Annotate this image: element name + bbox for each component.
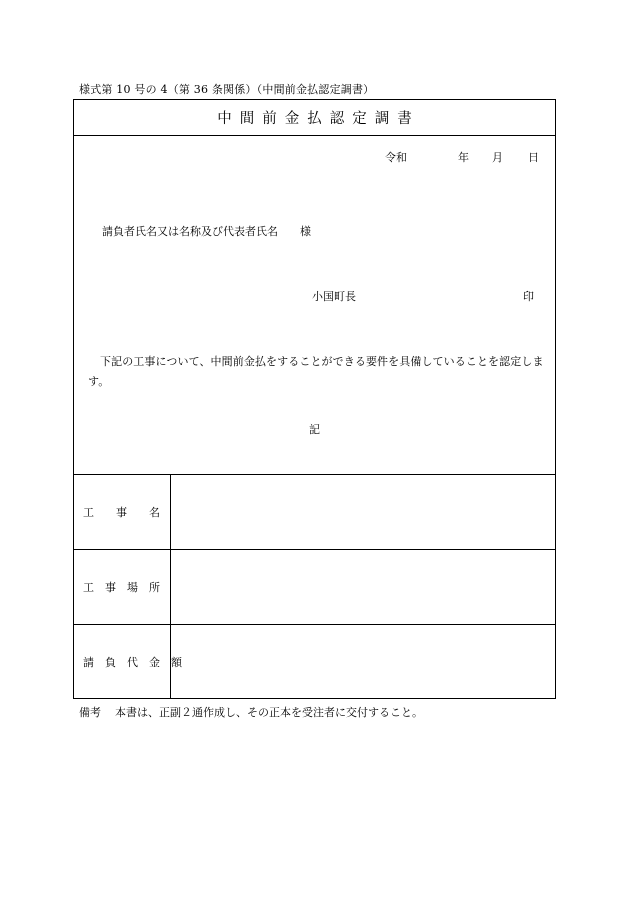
table-row-contract-amount [74, 624, 555, 699]
ki-marker: 記 [309, 423, 320, 436]
date-day: 日 [528, 151, 539, 164]
date-month: 月 [492, 151, 503, 164]
document-frame [73, 99, 556, 699]
contract-amount-field[interactable] [172, 625, 555, 699]
table-row-project-name [74, 474, 555, 549]
contractor-honorific: 様 [300, 225, 311, 238]
title-row [74, 100, 555, 136]
document-title: 中間前金払認定調書 [217, 111, 420, 127]
contractor-label: 請負者氏名又は名称及び代表者氏名 [102, 225, 278, 238]
issuer-name: 小国町長 [312, 290, 356, 303]
contractor-line [102, 223, 311, 239]
project-location-field[interactable] [172, 550, 555, 624]
row-label-contract-amount: 請 負 代 金 額 [74, 625, 171, 699]
date-line [385, 149, 539, 165]
row-label-project-location: 工 事 場 所 [74, 550, 171, 624]
remarks [79, 704, 423, 720]
row-label-project-name: 工 事 名 [74, 475, 171, 549]
date-era: 令和 [385, 151, 407, 164]
project-name-field[interactable] [172, 475, 555, 549]
seal-mark: 印 [523, 290, 534, 303]
remarks-text: 本書は、正副２通作成し、その正本を受注者に交付すること。 [115, 706, 423, 719]
certification-statement: 下記の工事について、中間前金払をすることができる要件を具備していることを認定します。 [88, 355, 544, 388]
form-number-label: 様式第 10 号の 4（第 36 条関係）（中間前金払認定調書） [79, 83, 375, 96]
date-year: 年 [458, 151, 469, 164]
remarks-label: 備考 [79, 706, 101, 719]
table-row-project-location [74, 549, 555, 624]
